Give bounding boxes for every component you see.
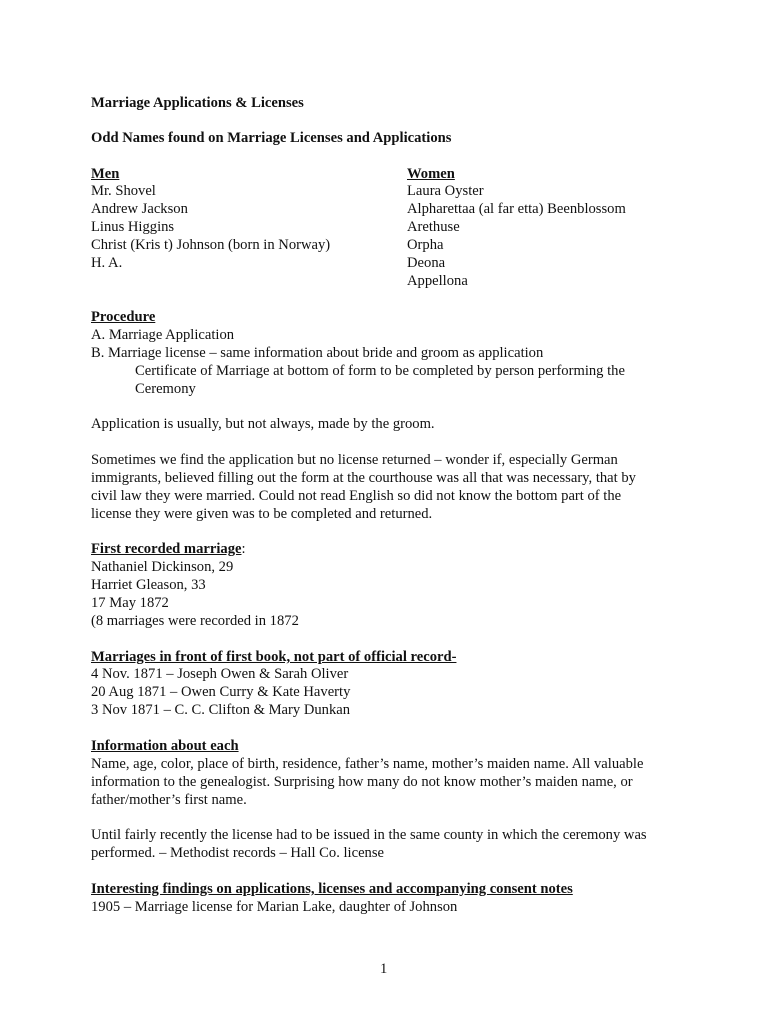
men-name: Mr. Shovel xyxy=(91,183,156,199)
information-line: father/mother’s first name. xyxy=(91,792,247,808)
women-name: Laura Oyster xyxy=(407,183,484,199)
first-recorded-heading-line xyxy=(91,540,246,558)
first-recorded-heading: First recorded marriage xyxy=(91,541,242,557)
first-recorded-line: 17 May 1872 xyxy=(91,595,169,611)
paragraph-line: performed. – Methodist records – Hall Co. license xyxy=(91,845,385,861)
paragraph-line: license they were given was to be completed and returned. xyxy=(91,506,433,522)
front-of-book-entry: 20 Aug 1871 – Owen Curry & Kate Haverty xyxy=(91,684,351,700)
paragraph-line: Sometimes we find the application but no license returned – wonder if, especially German xyxy=(91,452,618,468)
women-name: Orpha xyxy=(407,237,444,253)
first-recorded-line: Nathaniel Dickinson, 29 xyxy=(91,559,234,575)
paragraph-line: immigrants, believed filling out the form at the courthouse was all that was necessary, that by xyxy=(91,470,636,486)
first-recorded-line: Harriet Gleason, 33 xyxy=(91,577,206,593)
application-note: Application is usually, but not always, made by the groom. xyxy=(91,416,435,432)
men-heading: Men xyxy=(91,166,120,182)
procedure-certificate-line: Certificate of Marriage at bottom of form to be completed by person performing the xyxy=(135,363,625,379)
front-of-book-entry: 4 Nov. 1871 – Joseph Owen & Sarah Oliver xyxy=(91,666,349,682)
procedure-heading: Procedure xyxy=(91,309,156,325)
men-name: Linus Higgins xyxy=(91,219,175,235)
information-heading: Information about each xyxy=(91,738,239,754)
document-title: Marriage Applications & Licenses xyxy=(91,95,304,111)
women-name: Deona xyxy=(407,255,446,271)
men-name: Christ (Kris t) Johnson (born in Norway) xyxy=(91,237,331,253)
procedure-certificate-line: Ceremony xyxy=(135,381,196,397)
men-name: H. A. xyxy=(91,255,123,271)
women-name: Alpharettaa (al far etta) Beenblossom xyxy=(407,201,626,217)
procedure-item-a: A. Marriage Application xyxy=(91,327,235,343)
information-line: Name, age, color, place of birth, residence, father’s name, mother’s maiden name. All valuable xyxy=(91,756,644,772)
procedure-item-b: B. Marriage license – same information about bride and groom as application xyxy=(91,345,544,361)
women-name: Arethuse xyxy=(407,219,460,235)
women-name: Appellona xyxy=(407,273,468,289)
first-recorded-line: (8 marriages were recorded in 1872 xyxy=(91,613,299,629)
document-subtitle: Odd Names found on Marriage Licenses and Applications xyxy=(91,130,452,146)
paragraph-line: Until fairly recently the license had to be issued in the same county in which the ceremony was xyxy=(91,827,647,843)
paragraph-line: civil law they were married. Could not read English so did not know the bottom part of the xyxy=(91,488,622,504)
women-heading: Women xyxy=(407,166,455,182)
first-recorded-colon: : xyxy=(241,541,246,557)
front-of-book-heading: Marriages in front of first book, not part of official record- xyxy=(91,649,457,665)
interesting-findings-line: 1905 – Marriage license for Marian Lake, daughter of Johnson xyxy=(91,899,458,915)
information-line: information to the genealogist. Surprising how many do not know mother’s maiden name, or xyxy=(91,774,633,790)
front-of-book-entry: 3 Nov 1871 – C. C. Clifton & Mary Dunkan xyxy=(91,702,351,718)
interesting-findings-heading: Interesting findings on applications, licenses and accompanying consent notes xyxy=(91,881,573,897)
men-name: Andrew Jackson xyxy=(91,201,188,217)
page-number: 1 xyxy=(380,961,388,977)
